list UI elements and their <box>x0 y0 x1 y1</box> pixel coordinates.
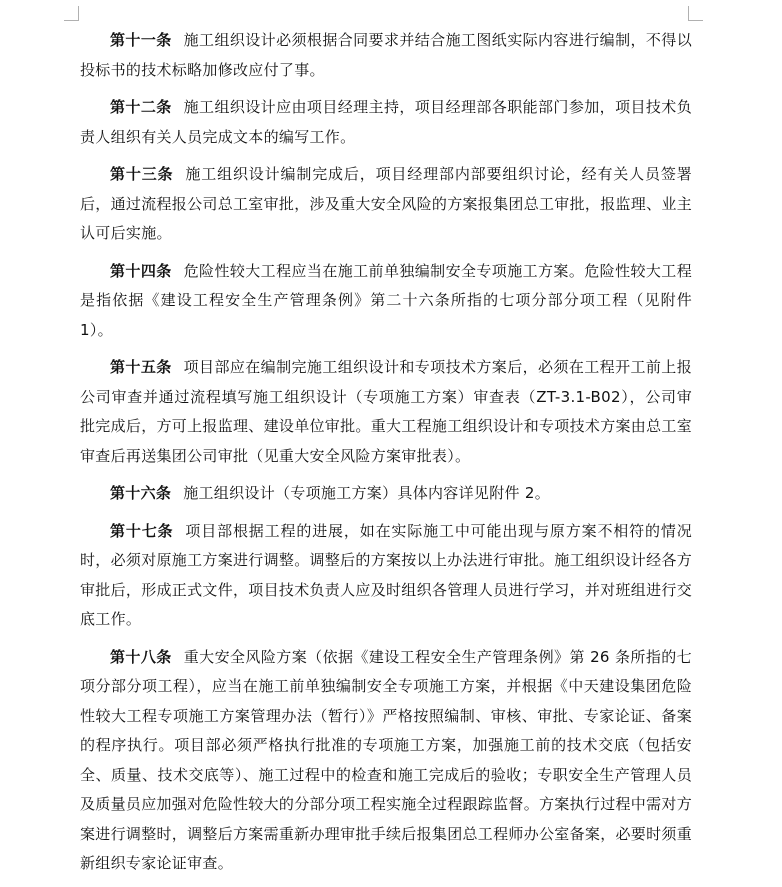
article-number: 第十五条 <box>110 358 172 376</box>
article-16 <box>80 479 692 509</box>
article-number: 第十二条 <box>110 98 172 116</box>
article-11 <box>80 26 692 85</box>
article-12 <box>80 93 692 152</box>
article-number: 第十八条 <box>110 647 172 666</box>
article-number: 第十七条 <box>110 521 174 540</box>
article-number: 第十四条 <box>110 261 172 280</box>
article-text: 施工组织设计（专项施工方案）具体内容详见附件 2。 <box>183 484 551 502</box>
article-number: 第十一条 <box>110 31 172 49</box>
article-number: 第十三条 <box>110 165 174 183</box>
article-text: 危险性较大工程应当在施工前单独编制安全专项施工方案。危险性较大工程是指依据《建设工程安全生产管理条例》第二十六条所指的七项分部分项工程（见附件 1）。 <box>80 261 693 339</box>
article-text: 施工组织设计编制完成后，项目经理部内部要组织讨论，经有关人员签署后，通过流程报公司总工室审批，涉及重大安全风险的方案报集团总工审批，报监理、业主认可后实施。 <box>80 165 693 242</box>
article-number: 第十六条 <box>110 484 172 502</box>
document-body[interactable] <box>80 26 692 887</box>
article-text: 重大安全风险方案（依据《建设工程安全生产管理条例》第 26 条所指的七项分部分项工程），应当在施工前单独编制安全专项施工方案，并根据《中天建设集团危险性较大工程专项施工方案管理办法（暂行）》严格按照编制、审核、审批、专家论证、备案的程序执行。项目部必须严格执行批准的专项施工方案，加强施工前的技术交底（包括安全、质量、技术交底等）、施工过程中的检查和施工完成后的验收；专职安全生产管理人员及质量员应加强对危险性较大的分部分项工程实施全过程跟踪监督。方案执行过程中需对方案进行调整时，调整后方案需重新办理审批手续后报集团总工程师办公室备案，必要时须重新组织专家论证审查。 <box>80 647 693 872</box>
left-margin-corner-mark <box>64 6 79 21</box>
right-margin-corner-mark <box>688 6 703 21</box>
article-text: 项目部根据工程的进展，如在实际施工中可能出现与原方案不相符的情况时，必须对原施工方案进行调整。调整后的方案按以上办法进行审批。施工组织设计经各方审批后，形成正式文件，项目技术负责人应及时组织各管理人员进行学习，并对班组进行交底工作。 <box>80 521 693 628</box>
article-text: 施工组织设计必须根据合同要求并结合施工图纸实际内容进行编制，不得以投标书的技术标略加修改应付了事。 <box>80 31 693 79</box>
article-text: 施工组织设计应由项目经理主持，项目经理部各职能部门参加，项目技术负责人组织有关人员完成文本的编写工作。 <box>80 98 693 146</box>
article-15 <box>80 353 692 471</box>
article-17 <box>80 517 692 635</box>
article-text: 项目部应在编制完施工组织设计和专项技术方案后，必须在工程开工前上报公司审查并通过流程填写施工组织设计（专项施工方案）审查表（ZT-3.1-B02），公司审批完成后，方可上报监理、建设单位审批。重大工程施工组织设计和专项技术方案由总工室审查后再送集团公司审批（见重大安全风险方案审批表）。 <box>80 358 693 465</box>
article-18 <box>80 643 692 879</box>
article-14 <box>80 257 692 346</box>
article-13 <box>80 160 692 249</box>
